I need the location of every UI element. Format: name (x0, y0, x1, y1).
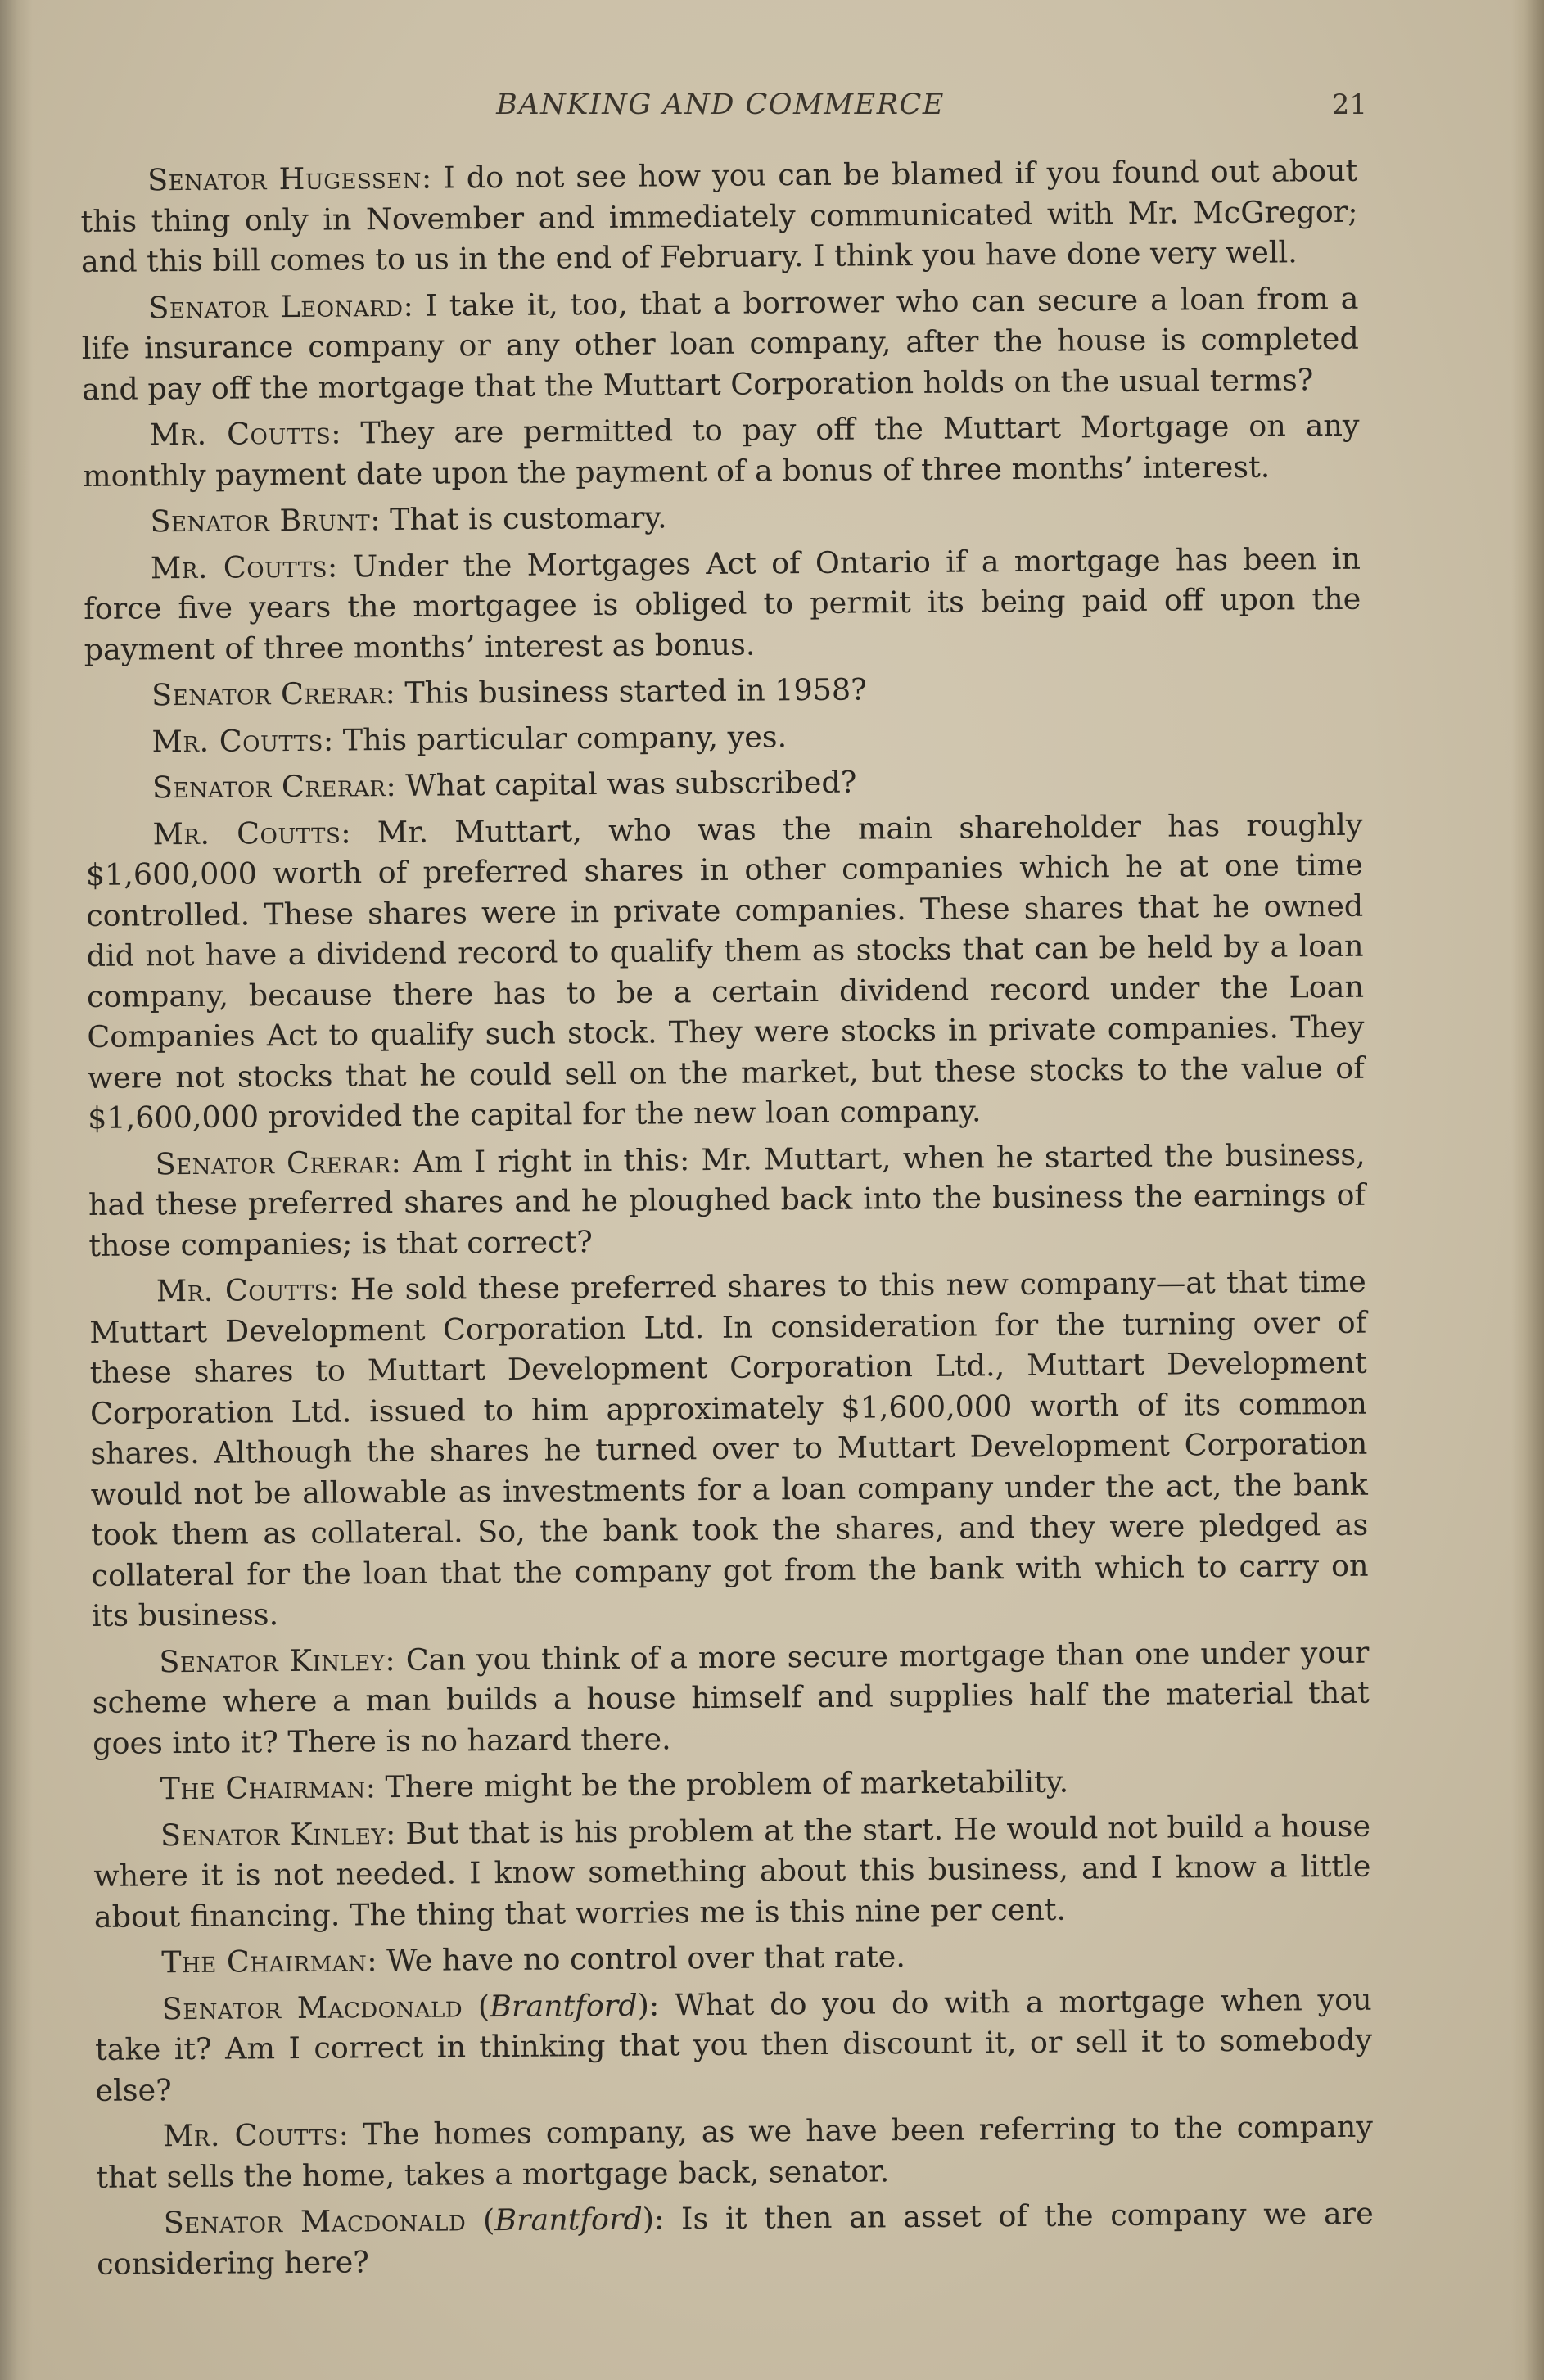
paragraph-kinley-2 (93, 1805, 1371, 1937)
page-number: 21 (1331, 88, 1367, 121)
speaker-name: Mr. Coutts (149, 415, 332, 453)
speaker-name: Mr. Coutts (150, 549, 328, 585)
speaker-name: The Chairman (161, 1943, 368, 1980)
paragraph-coutts-6 (96, 2107, 1374, 2197)
paragraph-coutts-3 (84, 711, 1361, 762)
paragraph-kinley-1 (92, 1632, 1370, 1764)
speaker-name: Mr. Coutts (151, 722, 324, 759)
speech-text: : I do not see how you can be blamed if you found out about this thing only in November and immediately communicated with Mr. McGregor; and this bill comes to us in the end of February. I think you have done very well. (80, 152, 1358, 279)
speaker-name: Senator Crerar (151, 675, 386, 713)
paragraph-chairman-2 (94, 1933, 1371, 1984)
speaker-name: Senator Hugessen (147, 160, 422, 198)
speech-text: : I take it, too, that a borrower who can secure a loan from a life insurance company or any other loan company, after the house is completed and pay off the mortgage that the Muttart Corporation holds on the usual terms? (81, 280, 1359, 407)
speech-text: : This business started in 1958? (385, 671, 867, 711)
speech-text: : That is customary. (370, 499, 667, 538)
paragraph-coutts-5 (89, 1262, 1369, 1637)
speaker-name: Senator Macdonald (163, 2202, 467, 2241)
speech-text: : What do you do with a mortgage when you take it? Am I correct in thinking that you then discount it, or sell it to somebody else? (94, 1981, 1373, 2108)
speech-text: : He sold these preferred shares to this new company—at that time Muttart Development Corporation Ltd. In consideration for the turning over of these shares to Muttart Development Corporation Ltd., Muttart Development Corporation Ltd. issued to him approximately $1,600,000 worth of its common shares. Although the shares he turned over to Muttart Development Corporation would not be allowable as investments for a loan company under the act, the bank took them as collateral. So, the bank took the shares, and they were pledged as collateral for the loan that the company got from the bank with which to carry on its business. (89, 1263, 1369, 1633)
paragraph-coutts-4 (85, 804, 1365, 1138)
paragraph-coutts-2 (84, 538, 1361, 670)
speech-text: : This particular company, yes. (323, 718, 788, 758)
page-edge-shadow (1511, 0, 1544, 2380)
paragraph-macdonald-2: Senator Macdonald (Brantford): Is it then an asset of the company we are considering here? (97, 2195, 1374, 2282)
transcript-body (80, 151, 1374, 2290)
speaker-constituency: Brantford (489, 1987, 638, 2024)
speaker-name: Mr. Coutts (156, 1271, 330, 1309)
paragraph-macdonald-1: Senator Macdonald (Brantford): What do you do with a mortgage when you take it? Am I correct in thinking that you then discount it, or sell it to somebody else? (94, 1981, 1373, 2108)
speech-text: : But that is his problem at the start. He would not build a house where it is not needed. I know something about this business, and I know a little about financing. The thing that worries me is this nine per cent. (93, 1808, 1371, 1935)
speech-text: : They are permitted to pay off the Muttart Mortgage on any monthly payment date upon the payment of a bonus of three months’ interest. (82, 407, 1360, 494)
speaker-name: Senator Kinley (159, 1642, 386, 1679)
speaker-name: Senator Crerar (155, 1144, 391, 1181)
speech-text: : Is it then an asset of the company we are considering here? (97, 2195, 1374, 2282)
speaker-name: Senator Brunt (150, 502, 371, 540)
speech-text: : Mr. Muttart, who was the main shareholder has roughly $1,600,000 worth of preferred shares in other companies which he at one time controlled. These shares were in private companies. These shares that he owned did not have a dividend record to qualify them as stocks that can be held by a loan company, because there has to be a certain dividend record under the Loan Companies Act to qualify such stock. They were stocks in private companies. They were not stocks that he could sell on the market, but these stocks to the value of $1,600,000 provided the capital for the new loan company. (85, 806, 1365, 1136)
running-title: BANKING AND COMMERCE (496, 88, 945, 121)
speech-text: : Am I right in this: Mr. Muttart, when he started the business, had these preferred shares and he ploughed back into the business the earnings of those companies; is that correct? (88, 1136, 1366, 1263)
running-head (82, 88, 1367, 129)
speech-text: : Under the Mortgages Act of Ontario if a mortgage has been in force five years the mortgagee is obliged to permit its being paid off upon the payment of three months’ interest as bonus. (84, 540, 1361, 667)
speaker-name: Mr. Coutts (162, 2116, 339, 2154)
paragraph-leonard (81, 278, 1359, 409)
speech-text: : Can you think of a more secure mortgage than one under your scheme where a man builds a house himself and supplies half the material that goes into it? There is no hazard there. (92, 1634, 1370, 1761)
paragraph-crerar-1 (84, 666, 1361, 716)
binding-shadow (0, 0, 33, 2380)
speaker-name: Senator Macdonald (161, 1988, 463, 2026)
paragraph-brunt (83, 492, 1360, 543)
speaker-name: Mr. Coutts (152, 815, 341, 851)
speaker-name: Senator Kinley (160, 1815, 386, 1853)
paragraph-crerar-3 (88, 1134, 1366, 1266)
paragraph-chairman-1 (93, 1759, 1370, 1810)
speech-text: : What capital was subscribed? (386, 764, 857, 804)
paragraph-hugessen (80, 151, 1358, 282)
speaker-constituency: Brantford (494, 2201, 643, 2238)
speaker-name: The Chairman (160, 1769, 366, 1807)
paragraph-coutts-1 (82, 405, 1360, 496)
speech-text: : The homes company, as we have been referring to the company that sells the home, takes a mortgage back, senator. (96, 2108, 1374, 2195)
speech-text: : We have no control over that rate. (367, 1939, 906, 1979)
speech-text: : There might be the problem of marketability. (365, 1764, 1069, 1805)
speaker-name: Senator Leonard (148, 287, 404, 325)
speaker-name: Senator Crerar (151, 768, 386, 806)
paragraph-crerar-2 (85, 758, 1362, 809)
